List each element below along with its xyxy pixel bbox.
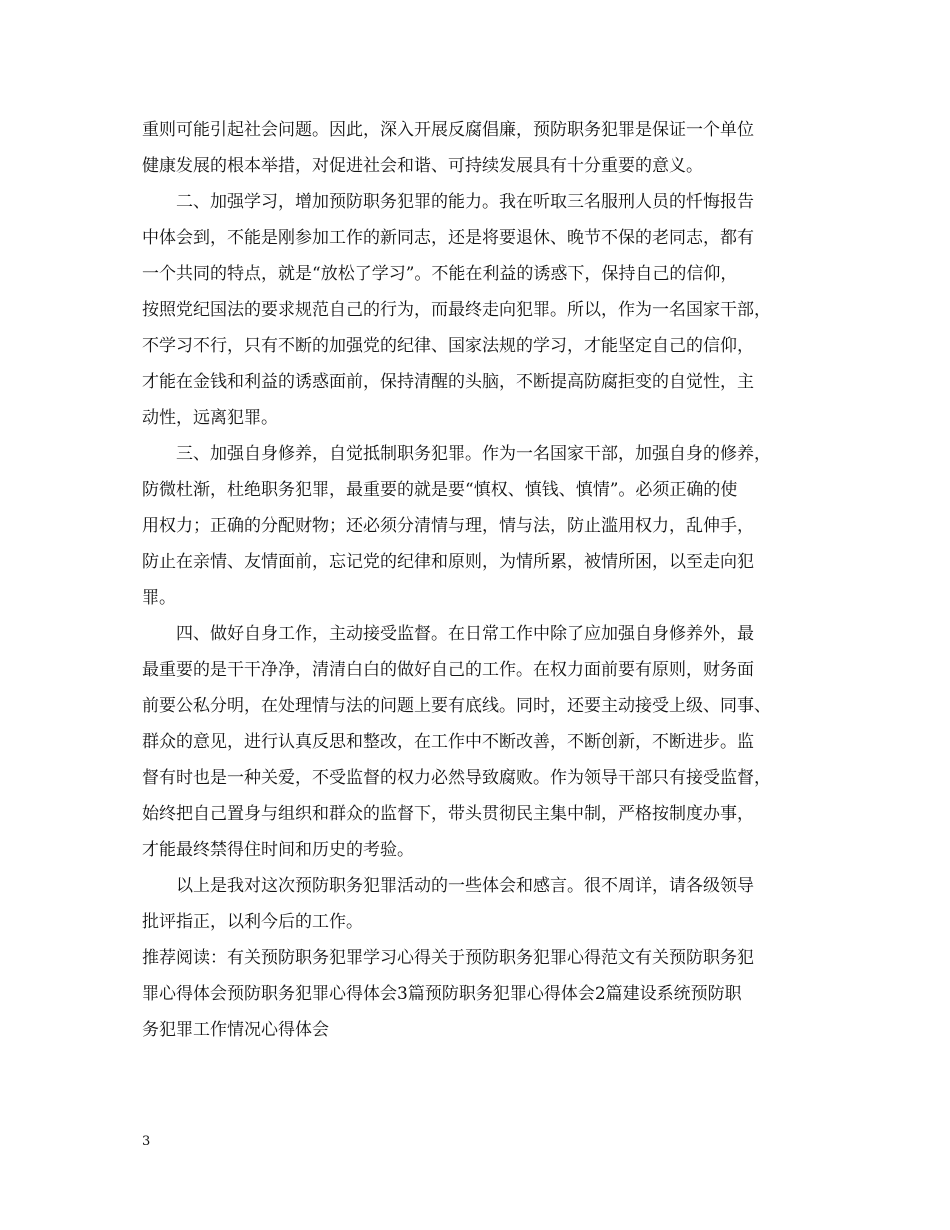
text-line: 按照党纪国法的要求规范自己的行为，而最终走向犯罪。所以，作为一名国家干部， <box>142 300 771 320</box>
recommended-reading-line: 务犯罪工作情况心得体会 <box>142 1020 329 1040</box>
text-line: 一个共同的特点，就是“放松了学习”。不能在利益的诱惑下，保持自己的信仰， <box>142 264 738 284</box>
text-line: 督有时也是一种关爱，不受监督的权力必然导致腐败。作为领导干部只有接受监督， <box>142 768 771 788</box>
paragraph-3-first-line: 三、加强自身修养，自觉抵制职务犯罪。作为一名国家干部，加强自身的修养， <box>176 444 771 464</box>
text-line: 才能最终禁得住时间和历史的考验。 <box>142 840 414 860</box>
text-line: 罪。 <box>142 588 176 608</box>
text-line: 批评指正，以利今后的工作。 <box>142 912 363 932</box>
text-line: 防止在亲情、友情面前，忘记党的纪律和原则，为情所累，被情所困，以至走向犯 <box>142 552 754 572</box>
closing-paragraph-first-line: 以上是我对这次预防职务犯罪活动的一些体会和感言。很不周详，请各级领导 <box>176 876 754 896</box>
recommended-reading-line: 推荐阅读：有关预防职务犯罪学习心得关于预防职务犯罪心得范文有关预防职务犯 <box>142 948 754 968</box>
page-number: 3 <box>142 1134 151 1149</box>
text-line: 防微杜渐，杜绝职务犯罪，最重要的就是要“慎权、慎钱、慎情”。必须正确的使 <box>142 480 738 500</box>
paragraph-4-first-line: 四、做好自身工作，主动接受监督。在日常工作中除了应加强自身修养外，最 <box>176 624 754 644</box>
text-line: 重则可能引起社会问题。因此，深入开展反腐倡廉，预防职务犯罪是保证一个单位 <box>142 120 754 140</box>
text-line: 用权力；正确的分配财物；还必须分清情与理，情与法，防止滥用权力，乱伸手， <box>142 516 754 536</box>
text-line: 始终把自己置身与组织和群众的监督下，带头贯彻民主集中制，严格按制度办事， <box>142 804 754 824</box>
text-line: 健康发展的根本举措，对促进社会和谐、可持续发展具有十分重要的意义。 <box>142 156 703 176</box>
paragraph-2-first-line: 二、加强学习，增加预防职务犯罪的能力。我在听取三名服刑人员的忏悔报告 <box>176 192 754 212</box>
text-line: 群众的意见，进行认真反思和整改，在工作中不断改善，不断创新，不断进步。监 <box>142 732 754 752</box>
text-line: 不学习不行，只有不断的加强党的纪律、国家法规的学习，才能坚定自己的信仰， <box>142 336 754 356</box>
text-line: 前要公私分明，在处理情与法的问题上要有底线。同时，还要主动接受上级、同事、 <box>142 696 771 716</box>
text-line: 最重要的是干干净净，清清白白的做好自己的工作。在权力面前要有原则，财务面 <box>142 660 754 680</box>
text-line: 动性，远离犯罪。 <box>142 408 278 428</box>
text-line: 中体会到，不能是刚参加工作的新同志，还是将要退休、晚节不保的老同志，都有 <box>142 228 754 248</box>
text-line: 才能在金钱和利益的诱惑面前，保持清醒的头脑，不断提高防腐拒变的自觉性，主 <box>142 372 754 392</box>
recommended-reading-line: 罪心得体会预防职务犯罪心得体会3篇预防职务犯罪心得体会2篇建设系统预防职 <box>142 984 742 1004</box>
